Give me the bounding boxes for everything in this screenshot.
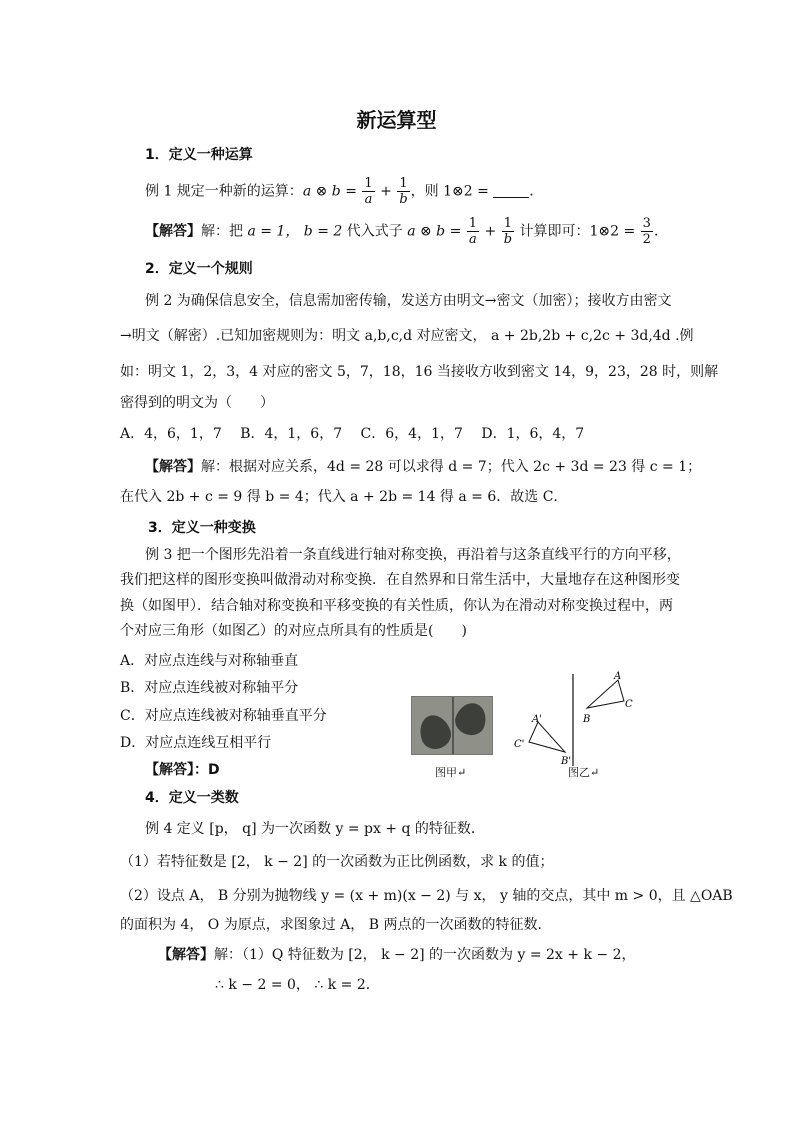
example-2-line-3: 如：明文 1，2，3，4 对应的密文 5，7，18，16 当接收方收到密文 14，9，23，28 时，则解 (120, 364, 719, 380)
label-b: B (583, 714, 591, 725)
section-2-heading: 2．定义一个规则 (145, 261, 253, 277)
section-3-heading: 3．定义一种变换 (148, 520, 256, 536)
triangle-abc (587, 680, 624, 708)
leaf-photo (411, 696, 493, 755)
option-b: B．对应点连线被对称轴平分 (120, 680, 299, 696)
example-3-line-4: 个对应三角形（如图乙）的对应点所具有的性质是( ) (120, 623, 467, 639)
label-c-prime: C' (514, 739, 525, 750)
fraction-1-over-a: $\frac{1}{a}$ (468, 216, 478, 247)
label-a: A (614, 671, 622, 682)
question-1: （1）若特征数是 [2， k − 2] 的一次函数为正比例函数，求 k 的值； (120, 854, 554, 870)
example-1-mid: ，则 1⊗2 = (410, 183, 494, 200)
page-title: 新运算型 (356, 108, 437, 132)
option-a: A．对应点连线与对称轴垂直 (120, 653, 299, 669)
label-a-prime: A' (532, 714, 542, 725)
example-1-prefix: 例 1 规定一种新的运算： (145, 183, 303, 200)
fraction-1-over-b: $\frac{1}{b}$ (399, 176, 408, 207)
example-3-line-1: 例 3 把一个图形先沿着一条直线进行轴对称变换，再沿着与这条直线平行的方向平移， (145, 547, 681, 563)
example-4-answer-1: 【解答】解：（1）Q 特征数为 [2， k − 2] 的一次函数为 y = 2x + k − 2， (158, 947, 636, 963)
fraction-1-over-a: $\frac{1}{a}$ (364, 176, 373, 207)
question-2-line-1: （2）设点 A， B 分别为抛物线 y = (x + m)(x − 2) 与 x， y 轴的交点，其中 m > 0，且 △OAB (120, 888, 733, 904)
section-4-heading: 4．定义一类数 (145, 790, 239, 806)
example-2-answer-1: 【解答】解：根据对应关系，4d = 28 可以求得 d = 7；代入 2c + 3d = 23 得 c = 1； (145, 459, 702, 475)
fraction-3-over-2: $\frac{3}{2}$ (642, 216, 651, 247)
example-2-options: A．4，6，1，7 B．4，1，6，7 C．6，4，1，7 D．1，6，4，7 (120, 426, 585, 442)
triangle-abc-prime (529, 722, 565, 752)
example-4-answer-2: ∴ k − 2 = 0， ∴ k = 2． (215, 977, 380, 993)
label-b-prime: B' (561, 756, 572, 767)
question-2-line-2: 的面积为 4， O 为原点，求图象过 A， B 两点的一次函数的特征数． (120, 917, 552, 933)
option-c: C．对应点连线被对称轴垂直平分 (120, 708, 327, 724)
option-d: D．对应点连线互相平行 (120, 735, 272, 751)
example-2-line-2: →明文（解密）.已知加密规则为：明文 a,b,c,d 对应密文， a + 2b,2b + c,2c + 3d,4d .例 (120, 328, 694, 344)
figure-2-caption: 图乙↵ (568, 766, 600, 779)
example-3-line-2: 我们把这样的图形变换叫做滑动对称变换．在自然界和日常生活中，大量地存在这种图形变 (120, 572, 680, 588)
answer-tag: 【解答】 (145, 223, 201, 240)
figure-1-caption: 图甲↵ (435, 766, 467, 779)
example-2-line-1: 例 2 为确保信息安全，信息需加密传输，发送方由明文→密文（加密）；接收方由密文 (145, 293, 672, 309)
triangle-diagram (505, 668, 655, 768)
example-3-line-3: 换（如图甲）．结合轴对称变换和平移变换的有关性质，你认为在滑动对称变换过程中，两 (120, 598, 673, 614)
example-3-answer: 【解答】：D (145, 762, 220, 778)
answer-blank (493, 183, 529, 198)
section-1-heading: 1．定义一种运算 (145, 147, 253, 163)
example-2-answer-2: 在代入 2b + c = 9 得 b = 4；代入 a + 2b = 14 得 a = 6．故选 C． (120, 489, 568, 505)
fraction-1-over-b: $\frac{1}{b}$ (503, 216, 513, 247)
example-1-expr: a ⊗ b = (302, 183, 362, 200)
example-4-line: 例 4 定义 [p， q] 为一次函数 y = px + q 的特征数． (145, 821, 485, 837)
label-c: C (625, 699, 633, 710)
example-2-line-4: 密得到的明文为（ ） (120, 395, 274, 411)
example-1-answer: 【解答】解：把 a = 1， b = 2 代入式子 a ⊗ b = $\frac{1}{a}$ + $\frac{1}{b}$ 计算即可：1⊗2 = $\frac{3}{2}$ ． (145, 216, 668, 247)
example-1: 例 1 规定一种新的运算：a ⊗ b = $\frac{1}{a}$ + $\frac{1}{b}$ ，则 1⊗2 = ． (145, 176, 544, 207)
